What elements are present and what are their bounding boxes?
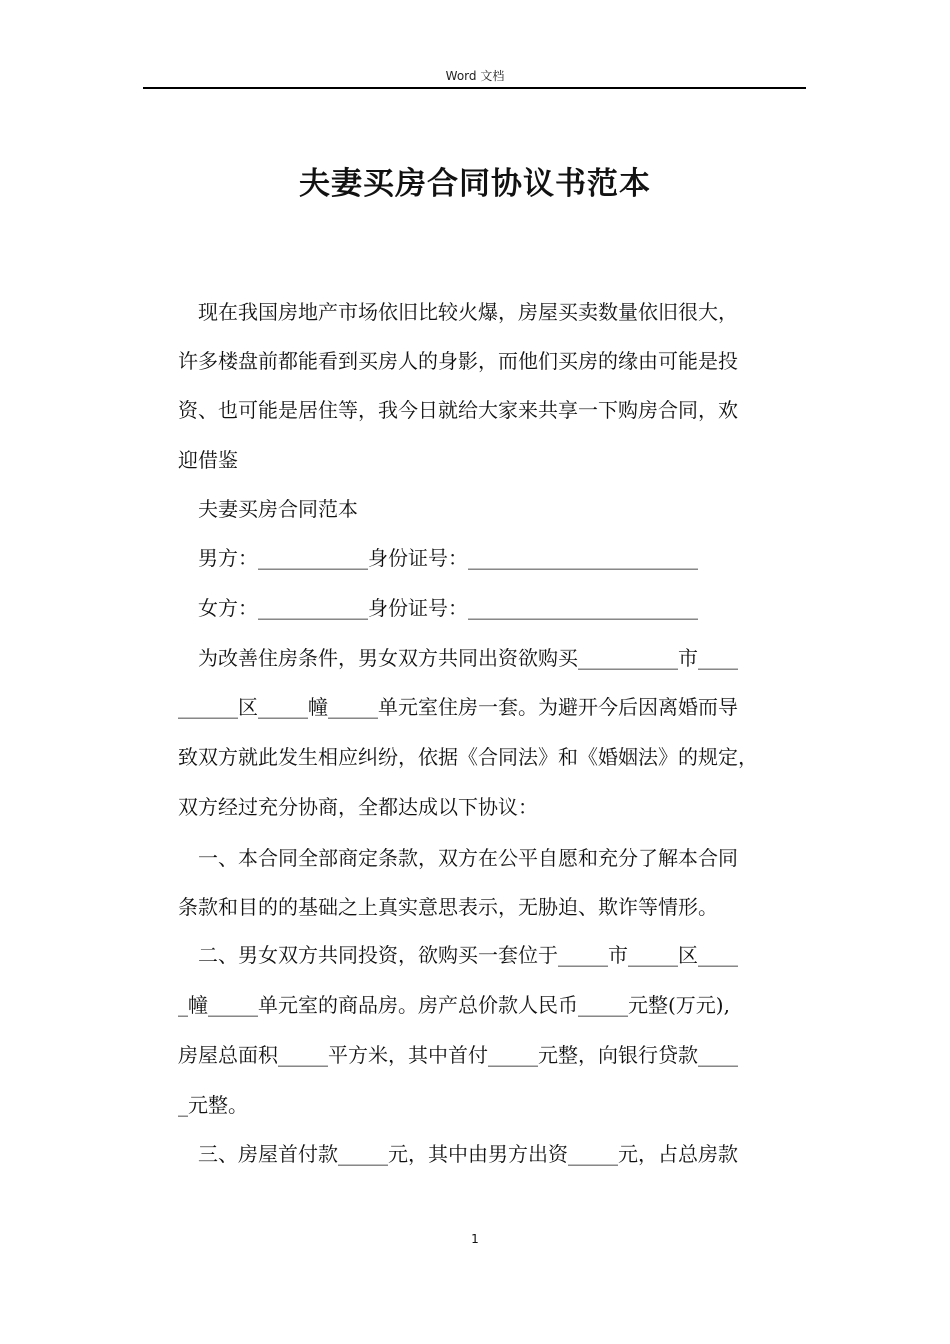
body-line: 致双方就此发生相应纠纷，依据《合同法》和《婚姻法》的规定， <box>178 745 758 769</box>
document-title: 夫妻买房合同协议书范本 <box>299 166 651 202</box>
section-heading: 夫妻买房合同范本 <box>198 497 358 521</box>
clause-line: 二、男女双方共同投资，欲购买一套位于_____市_____区____ <box>198 943 738 967</box>
body-line: 许多楼盘前都能看到买房人的身影，而他们买房的缘由可能是投 <box>178 349 738 373</box>
clause-line: _元整。 <box>178 1093 248 1117</box>
clause-line: 房屋总面积_____平方米，其中首付_____元整，向银行贷款____ <box>178 1043 738 1067</box>
clause-line: 三、房屋首付款_____元，其中由男方出资_____元，占总房款 <box>198 1142 738 1166</box>
body-line: 现在我国房地产市场依旧比较火爆，房屋买卖数量依旧很大， <box>198 300 738 324</box>
clause-line: 条款和目的的基础之上真实意思表示，无胁迫、欺诈等情形。 <box>178 895 718 919</box>
body-line: 资、也可能是居住等，我今日就给大家来共享一下购房合同，欢 <box>178 398 738 422</box>
clause-line: _幢_____单元室的商品房。房产总价款人民币_____元整(万元), <box>178 993 730 1017</box>
page-number: 1 <box>471 1232 479 1246</box>
page-header-text: Word 文档 <box>445 69 505 83</box>
body-line: ______区_____幢_____单元室住房一套。为避开今后因离婚而导 <box>178 695 738 719</box>
body-line: 为改善住房条件，男女双方共同出资欲购买__________市____ <box>198 646 738 670</box>
husband-id-line: 男方：___________身份证号：_______________________ <box>198 546 698 570</box>
body-line: 迎借鉴 <box>178 448 238 472</box>
wife-id-line: 女方：___________身份证号：_______________________ <box>198 596 698 620</box>
header-divider <box>143 87 806 89</box>
body-line: 双方经过充分协商，全都达成以下协议： <box>178 795 538 819</box>
clause-line: 一、本合同全部商定条款，双方在公平自愿和充分了解本合同 <box>198 846 738 870</box>
